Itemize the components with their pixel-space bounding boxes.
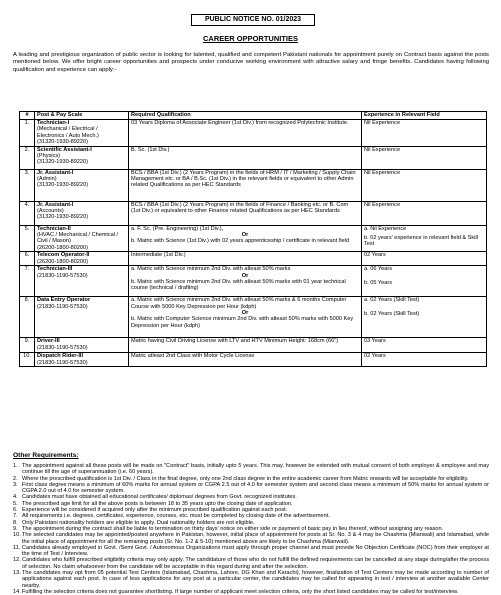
requirement-text: All requirements i.e. degrees, certificates, experience, courses, etc. must be completed by closing date of the advertisement. — [22, 513, 330, 520]
row-number: 10. — [20, 353, 35, 367]
requirement-number: 3. — [13, 481, 18, 488]
experience-text: Nil Experience — [364, 120, 401, 126]
requirement-number: 1. — [13, 463, 18, 469]
pay-scale: (26200-1800-80200) — [37, 244, 89, 251]
post-cell — [35, 120, 129, 147]
pay-scale: (21830-1190-57530) — [37, 359, 88, 366]
requirement-text: Experience will be considered if acquired only after the minimum prescribed qualification against each post. — [22, 507, 288, 514]
qualification-cell — [129, 169, 362, 201]
row-number: 1. — [20, 120, 35, 147]
requirement-text: The selected candidates may be appointed/posted anywhere in Pakistan, however, initial place of appointment for posts at Sr. No. 3 & 4 may be Chashma (Mianwali) and Islamabad, while the initial place of appointment for all the remaining posts (Sr. No. 1-2 & 5-10) mentioned above are likely to be Chashma (Mianwali). — [22, 532, 489, 545]
row-number: 9. — [20, 338, 35, 353]
requirement-number: 2. — [13, 475, 18, 482]
intro-paragraph: A leading and prestigious organization of public sector is looking for talented, qualified and competent Pakistani nationals for appointment purely on Contract basis against the posts mentioned below. We offer bright career opportunities and prospects under conducive working environment with attractive salary and fringe benefits. Candidates having following qualification and experience can apply:- — [13, 52, 489, 73]
experience-cell — [362, 201, 487, 225]
experience-cell — [362, 120, 487, 147]
requirement-item — [13, 570, 489, 589]
qualification-cell — [129, 252, 362, 266]
requirement-number: 4. — [13, 494, 18, 501]
requirement-number: 9. — [13, 525, 18, 532]
post-cell — [35, 266, 129, 297]
requirement-number: 11. — [13, 544, 21, 551]
experience-cell — [362, 266, 487, 297]
requirement-number: 14. — [13, 588, 21, 595]
requirement-text: Fulfilling the selection criteria does not guarantee shortlisting. If large number of applicant meet selection criteria, only the short listed candidates may be called for test/interview. — [22, 588, 459, 595]
positions-table — [19, 111, 487, 367]
experience-text: Nil Experience — [364, 169, 401, 176]
qualification-text: Matric having Civil Driving License with LTV and HTV Minimum Height: 168cm (66") — [131, 338, 339, 345]
header-qualification: Required Qualification — [129, 112, 362, 120]
row-number: 4. — [20, 201, 35, 225]
post-cell — [35, 252, 129, 266]
experience-text: 02 Years — [364, 353, 386, 360]
qualification-text: a. Matric with Science minimum 2nd Div. with atleast 50% marks & 6 months Computer Course with 5000 Key Depression per Hour (kdph) — [131, 297, 347, 310]
notice-number: PUBLIC NOTICE NO. 01/2023 — [191, 14, 315, 26]
or-separator: Or — [241, 310, 249, 317]
qualification-cell — [129, 120, 362, 147]
post-cell — [35, 169, 129, 201]
requirement-text: Candidates already employed in Govt. /Semi Govt. / Autonomous Organizations must apply through proper channel and must provide No Objection Certificate (NOC) from their employer at the time of Test / Interview. — [22, 544, 489, 558]
post-title: Jr. Assistant-I — [37, 201, 74, 208]
post-title: Technician-III — [37, 266, 73, 273]
qualification-cell — [129, 353, 362, 367]
requirement-number: 10. — [13, 532, 21, 539]
experience-text: a. 06 Years — [364, 266, 392, 273]
qualification-text: BCS / BBA (1st Div.) (2 Years Program) in the fields of HRM / IT / Marketing / Supply Chain Management etc. or BA / B.Sc. (1st Div.) in the relevant fields or equivalent to other Admin related Qualifications as per HEC Standards — [131, 169, 356, 189]
experience-text: 03 Years — [364, 338, 386, 345]
experience-alt-text: b. 02 Years (Skill Test) — [364, 310, 420, 317]
table-row — [20, 353, 487, 367]
pay-scale: (21830-1190-57530) — [37, 344, 88, 351]
post-discipline: (Accounts) — [37, 208, 64, 215]
header-post: Post & Pay Scale — [35, 112, 129, 120]
requirement-item — [13, 482, 489, 495]
pay-scale: (21830-1190-57530) — [37, 272, 88, 279]
post-title: Dispatch Rider-III — [37, 353, 84, 360]
qualification-cell — [129, 146, 362, 169]
post-discipline: (HVAC / Mechanical / Chemical / Civil / Mason) — [37, 232, 119, 245]
row-number: 3. — [20, 169, 35, 201]
experience-text: a. 02 Years (Skill Test) — [364, 297, 420, 304]
post-discipline: (Mechanical / Electrical / Electronics / Auto Mech.) — [37, 126, 99, 139]
qualification-text: Matric atleast 2nd Class with Motor Cycle License — [131, 353, 255, 360]
requirement-text: The prescribed age limit for all the above posts is between 18 to 35 years upto the closing date of application. — [22, 500, 293, 507]
qualification-alt-text: b. Matric with Science (1st Div.) with 02 years apprenticeship / certificate in relevant field — [131, 238, 350, 245]
page-title: CAREER OPPORTUNITIES — [202, 34, 298, 43]
table-header-row — [20, 112, 487, 120]
table-row — [20, 120, 487, 147]
post-title: Jr. Assistant-I — [37, 169, 74, 176]
requirement-text: Candidates must have obtained all educational certificates/ diplomas/ degrees from Govt. recognized institutes. — [22, 494, 297, 501]
table-row — [20, 169, 487, 201]
requirement-item — [13, 557, 489, 570]
requirements-list — [13, 463, 489, 595]
requirements-heading: Other Requirements: — [13, 452, 79, 459]
pay-scale: (26200-1800-80200) — [37, 258, 89, 265]
requirement-number: 13. — [13, 570, 21, 577]
table-row — [20, 201, 487, 225]
row-number: 2. — [20, 146, 35, 169]
requirement-item — [13, 463, 489, 476]
qualification-cell — [129, 338, 362, 353]
requirement-text: The candidates may opt from 05 potential Test Centers (Islamabad, Chashma, Lahore, DG Khan and Karachi), however, finalization of Test Centers may be made according to number of applications against each post. In case of less applications for any post at a particular center, the candidates may be called for appearing in test / interview at another available Center nearby. — [22, 570, 489, 589]
table-row — [20, 146, 487, 169]
or-separator: Or — [241, 272, 249, 279]
experience-text: Nil Experience — [364, 146, 401, 153]
qualification-cell — [129, 297, 362, 338]
requirement-text: The appointment against all these posts will be made on "Contract" basis, initially upto 5 years. This may, however be extended with mutual consent of both employer & employee and may continue till the age of superannuation (i.e. 60 years). — [22, 463, 489, 476]
qualification-cell — [129, 225, 362, 252]
requirement-text: Candidates who fulfill prescribed eligibility criteria may only apply. The candidature of those who do not fulfill the defined requirements can be cancelled at any stage during/after the process of selection. No claim whatsoever from the candidate will be acceptable in this regard during and after the selection. — [22, 557, 489, 570]
post-cell — [35, 201, 129, 225]
qualification-text: B. Sc. (1st Div.) — [131, 146, 170, 153]
post-cell — [35, 225, 129, 252]
qualification-text: a. Matric with Science minimum 2nd Div. with atleast 50% marks — [131, 266, 291, 273]
post-discipline: (Admin) — [37, 176, 57, 183]
experience-cell — [362, 353, 487, 367]
experience-cell — [362, 297, 487, 338]
requirement-item — [13, 589, 489, 595]
requirement-text: Where the prescribed qualification is 1st Div. / Class in the final degree, only one 2nd class degree in the entire academic career from Matric onwards will be acceptable for eligibility. — [22, 475, 469, 482]
pay-scale: (31320-1930-89220) — [37, 182, 89, 189]
qualification-text: BCS / BBA (1st Div.) (2 Years Program) in the fields of Finance / Banking etc. or B. Com (1st Div.) or equivalent to other Finance related Qualifications as per HEC Standards — [131, 201, 349, 215]
or-separator: Or — [241, 232, 249, 239]
row-number: 6. — [20, 252, 35, 266]
experience-cell — [362, 146, 487, 169]
experience-text: 02 Years — [364, 252, 386, 259]
table-row — [20, 266, 487, 297]
requirement-item — [13, 532, 489, 545]
post-cell — [35, 146, 129, 169]
qualification-cell — [129, 201, 362, 225]
qualification-alt-text: b. Matric with Computer Science minimum 2nd Div. with atleast 50% marks with 5000 Key Depression per Hour (kdph) — [131, 316, 354, 329]
post-cell — [35, 353, 129, 367]
experience-alt-text: b. 05 Years — [364, 279, 392, 286]
requirement-text: Only Pakistani nationality holders are eligible to apply. Dual nationality holders are not eligible. — [22, 519, 255, 526]
experience-cell — [362, 252, 487, 266]
experience-alt-text: b. 02 years' experience in relevant field & Skill Test — [364, 235, 478, 248]
post-cell — [35, 297, 129, 338]
requirement-number: 7. — [13, 513, 18, 520]
pay-scale: (21830-1190-57530) — [37, 303, 88, 310]
row-number: 8. — [20, 297, 35, 338]
post-title: Data Entry Operator — [37, 297, 91, 304]
post-title: Telecom Operator-II — [37, 252, 90, 259]
requirement-number: 5. — [13, 500, 18, 507]
post-title: Scientific Assistant-I — [37, 146, 92, 153]
table-row — [20, 297, 487, 338]
requirement-item — [13, 545, 489, 558]
qualification-text: a. F. Sc. (Pre. Engineering) (1st Div.), — [131, 225, 224, 232]
row-number: 5. — [20, 225, 35, 252]
experience-text: Nil Experience — [364, 201, 401, 208]
post-title: Technician-I — [37, 120, 70, 126]
pay-scale: (31320-1930-89220) — [37, 159, 89, 166]
pay-scale: (31320-1930-89220) — [37, 139, 89, 146]
experience-cell — [362, 169, 487, 201]
post-discipline: (Physics) — [37, 153, 60, 160]
post-title: Technician-II — [37, 225, 71, 232]
qualification-alt-text: b. Matric with Science minimum 2nd Div. with atleast 50% marks with 01 year technical course (technical / drafting) — [131, 279, 346, 292]
requirement-number: 8. — [13, 519, 18, 526]
requirement-text: The appointment during the contract shall be liable to termination on thirty days' notice on either side or payment of basic pay in lieu thereof, without assigning any reason. — [22, 525, 444, 532]
post-cell — [35, 338, 129, 353]
header-number: # — [20, 112, 35, 120]
row-number: 7. — [20, 266, 35, 297]
experience-text: a. Nil Experience — [364, 225, 407, 232]
post-title: Driver-III — [37, 338, 60, 345]
pay-scale: (31320-1930-89220) — [37, 214, 89, 221]
requirement-text: First class degree means a minimum of 60% marks for annual system or CGPA 2.5 out of 4.0 for semester system and second class means a minimum of 50% marks for annual system or CGPA 2.0 out of 4.0 for semester system. — [22, 481, 489, 495]
requirement-number: 6. — [13, 507, 18, 514]
table-row — [20, 252, 487, 266]
table-row — [20, 225, 487, 252]
experience-cell — [362, 225, 487, 252]
table-row — [20, 338, 487, 353]
requirement-number: 12. — [13, 557, 21, 564]
header-experience: Experience in Relevant Field — [362, 112, 487, 120]
qualification-text: Intermediate (1st Div.) — [131, 252, 186, 259]
qualification-text: 03 Years Diploma of Associate Engineer (1st Div.) from recognized Polytechnic Institute. — [131, 120, 349, 126]
experience-cell — [362, 338, 487, 353]
qualification-cell — [129, 266, 362, 297]
